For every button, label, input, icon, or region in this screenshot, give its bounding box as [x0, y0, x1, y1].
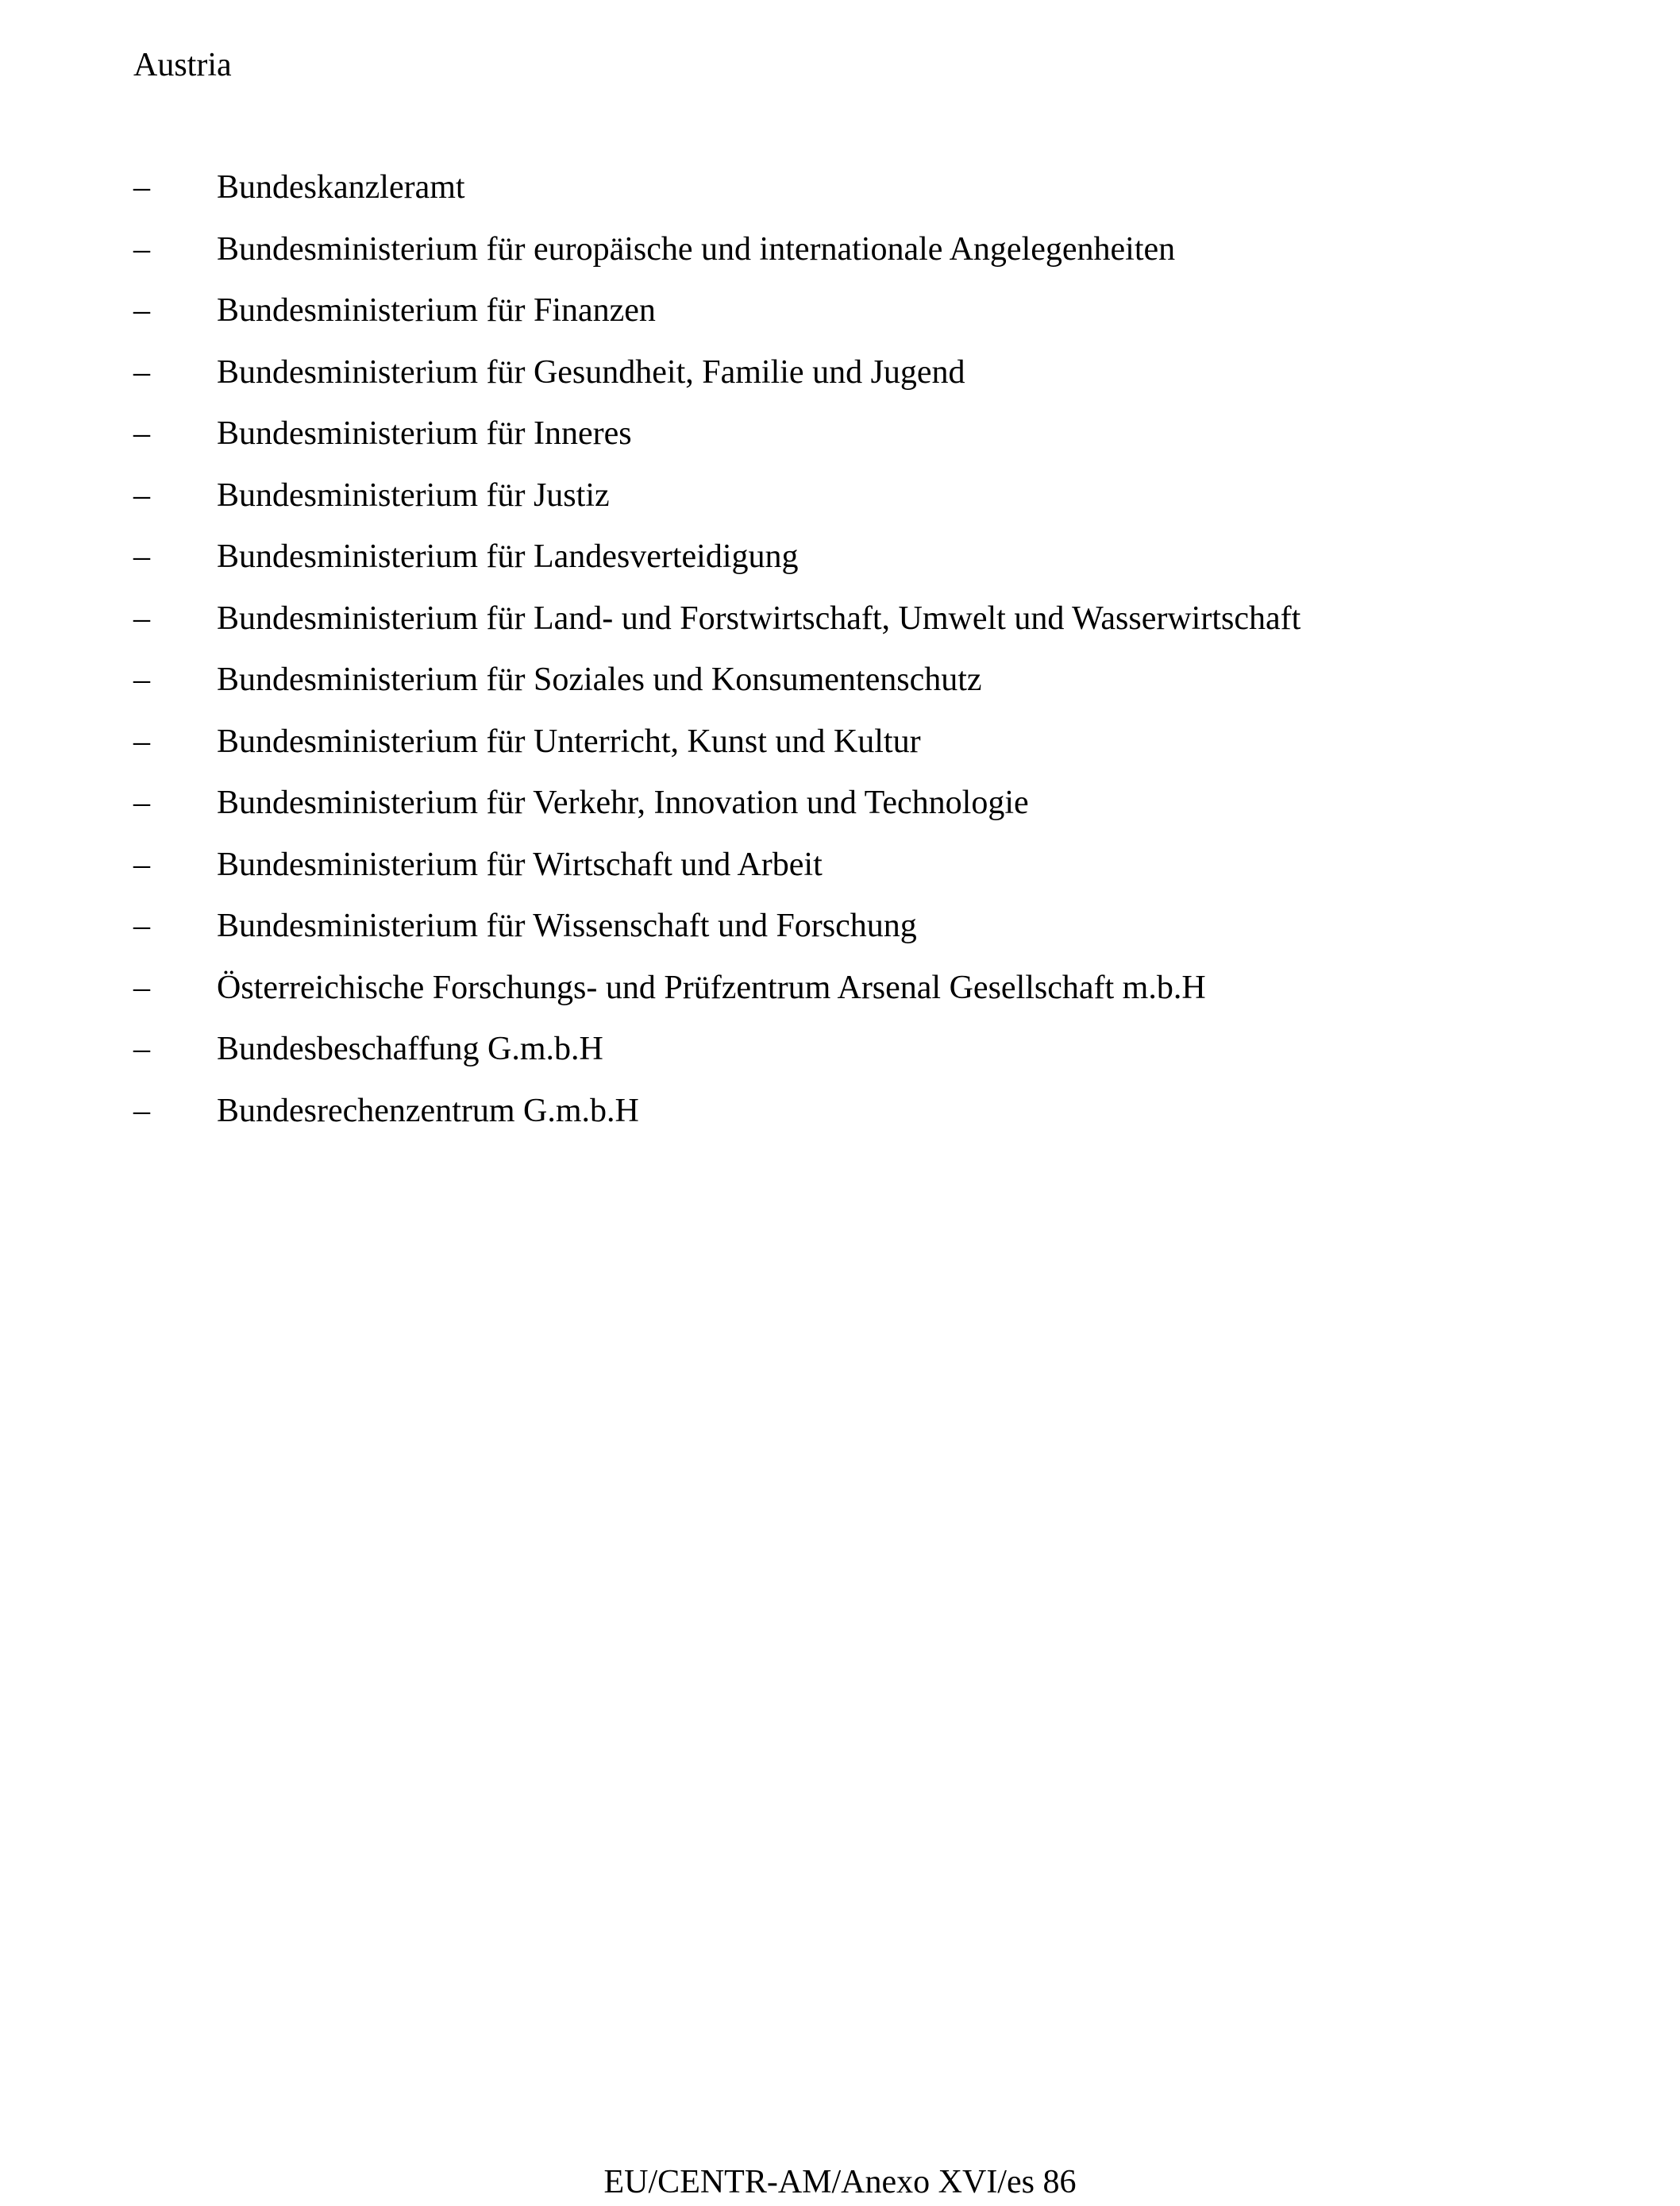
list-item — [133, 656, 1300, 718]
country-heading: Austria — [133, 47, 232, 83]
entity-name: Bundesministerium für Finanzen — [217, 292, 656, 329]
list-marker: – — [133, 353, 150, 391]
entity-name: Bundesministerium für Land- und Forstwirtschaft, Umwelt und Wasserwirtschaft — [217, 600, 1301, 637]
list-marker: – — [133, 785, 150, 821]
list-marker: – — [133, 230, 150, 268]
entity-name: Bundesministerium für Inneres — [217, 415, 632, 452]
list-marker: – — [133, 292, 150, 329]
list-item — [133, 472, 1300, 534]
list-item — [133, 226, 1300, 287]
list-marker: – — [133, 846, 150, 883]
list-item — [133, 902, 1300, 964]
page-footer: EU/CENTR-AM/Anexo XVI/es 86 — [603, 2164, 1077, 2200]
list-item — [133, 841, 1300, 903]
list-marker: – — [133, 600, 150, 637]
list-marker: – — [133, 169, 150, 206]
list-marker: – — [133, 476, 150, 514]
entity-name: Bundesministerium für Wissenschaft und Forschung — [217, 908, 917, 944]
entity-name: Bundesministerium für Soziales und Konsumentenschutz — [217, 661, 982, 698]
list-item — [133, 964, 1300, 1026]
list-marker: – — [133, 415, 150, 452]
entity-name: Bundesministerium für Gesundheit, Familie und Jugend — [217, 353, 965, 391]
list-marker: – — [133, 908, 150, 944]
list-marker: – — [133, 1031, 150, 1067]
list-marker: – — [133, 969, 150, 1006]
entity-name: Bundesministerium für Verkehr, Innovation und Technologie — [217, 785, 1029, 821]
list-item — [133, 595, 1300, 657]
entity-name: Bundesministerium für Justiz — [217, 476, 610, 514]
list-item — [133, 1025, 1300, 1087]
list-item — [133, 718, 1300, 780]
entity-name: Österreichische Forschungs- und Prüfzentrum Arsenal Gesellschaft m.b.H — [217, 969, 1206, 1006]
entity-name: Bundesrechenzentrum G.m.b.H — [217, 1092, 639, 1129]
list-marker: – — [133, 1092, 150, 1129]
list-item — [133, 349, 1300, 411]
entity-name: Bundesbeschaffung G.m.b.H — [217, 1031, 603, 1067]
list-item — [133, 410, 1300, 472]
list-marker: – — [133, 661, 150, 698]
list-item — [133, 533, 1300, 595]
entity-name: Bundeskanzleramt — [217, 169, 465, 206]
list-marker: – — [133, 723, 150, 760]
list-item — [133, 779, 1300, 841]
entity-name: Bundesministerium für europäische und internationale Angelegenheiten — [217, 230, 1176, 268]
entity-name: Bundesministerium für Wirtschaft und Arbeit — [217, 846, 823, 883]
entity-name: Bundesministerium für Unterricht, Kunst und Kultur — [217, 723, 921, 760]
entity-list — [133, 164, 1300, 1148]
list-item — [133, 287, 1300, 349]
list-marker: – — [133, 538, 150, 575]
list-item — [133, 1087, 1300, 1149]
list-item — [133, 164, 1300, 226]
entity-name: Bundesministerium für Landesverteidigung — [217, 538, 799, 575]
